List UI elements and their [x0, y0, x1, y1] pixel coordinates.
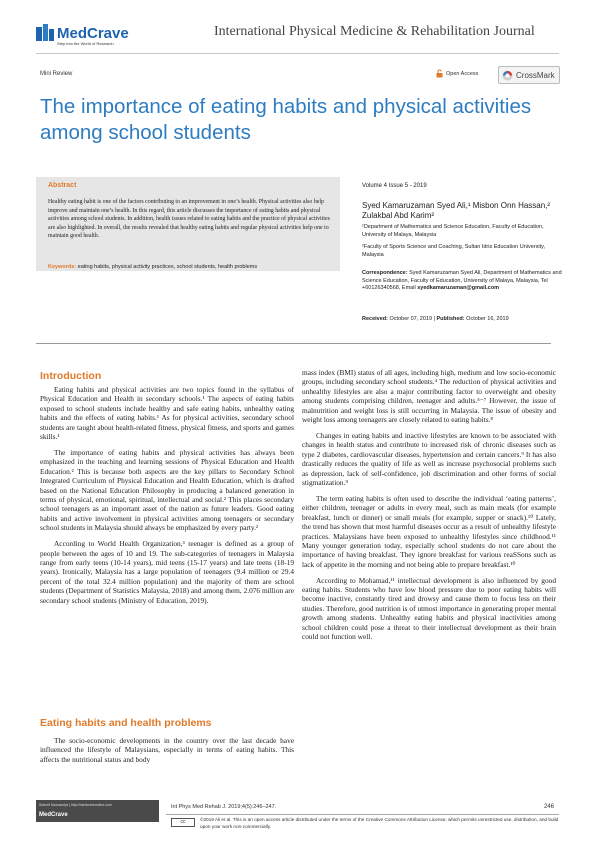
- cc-license-icon[interactable]: cc: [171, 818, 195, 827]
- footer-divider: [166, 814, 559, 815]
- authors: Syed Kamaruzaman Syed Ali,¹ Misbon Onn Hassan,² Zulakbal Abd Karim²: [362, 201, 551, 220]
- correspondence-email[interactable]: syedkamaruzaman@gmail.com: [417, 285, 499, 292]
- received-label: Received:: [362, 316, 388, 322]
- published-date: October 16, 2019: [464, 316, 509, 322]
- right-paragraph-2: The term eating habits is often used to describe the individual ‘eating patterns’, either children, teenager or adults in every meal, such as main meals (for example breakfast, lunch or dinner) or small meals (for example, supper or snack).¹⁰ Lately, the trend has shown that most harmful diseases occur as a result of unhealthy lifestyle practices. Malaysians have been exposed to unhealthy lifestyles since childhood.¹¹ Many younger generation today, especially school students do not care about the importance of having breakfast. They ignore breakfast for various reaSSons such as lack of appetite in the morning and not being able to prepare breakfast.¹⁰: [302, 493, 556, 569]
- crossmark-label: CrossMark: [516, 70, 555, 80]
- intro-paragraph-2: The importance of eating habits and physical activities has always been emphasized in the teaching and learning sessions of Physical Education and Health Education.² This is because both aspects are the key pillars to Secondary School Integrated Curriculum of Physical Education and Health Education, which is drafted based on the National Education Philosophy in producing a balanced generation in terms of physical, emotional, spiritual, intellectual and social.² This places secondary school teenagers as an important asset of the nation as future leaders. Good eating habits and active involvement in physical activities among teenagers or secondary school students in Malaysia should always be emphasized by every party.²: [40, 447, 294, 533]
- medcrave-logo[interactable]: [36, 21, 146, 51]
- correspondence: [362, 270, 562, 293]
- received-date: October 07, 2019 |: [388, 316, 437, 322]
- right-column: [302, 368, 556, 648]
- intro-paragraph-3: According to World Health Organization,³ teenager is defined as a group of people between the ages of 10 and 19. The sub-categories of teenagers in Malaysia range from early teens (10-14 years), mid teens (15-17 years) and late teens (18-19 years). Ironically, Malaysia has a large population of teenagers (9.4 million or 29.4 percent of the total 32.4 million population) and the majority of them are school students (Department of Statistics Malaysia, 2018) and among them, 2.076 million are secondary school students (Ministry of Education, 2019).: [40, 539, 294, 605]
- correspondence-text: Syed Kamaruzaman Syed Ali, Department of Mathematics and Science Education, Faculty of Education, University of Malaya, Malaysia, Tel +60126340568, Email: [362, 270, 562, 292]
- intro-paragraph-1: Eating habits and physical activities are two topics found in the syllabus of Physical Education and Health in secondary schools.¹ The aspects of eating habits exposed to school students include healthy and safe eating habits, unhealthy eating habits and the effects of eating habits.¹ As for physical activities, secondary school students are taught about health-related fitness, physical fitness, and sports and games skills.¹: [40, 385, 294, 442]
- habits-paragraph-1: The socio-economic developments in the country over the last decade have influenced the lifestyle of Malaysians, especially in terms of eating habits. This affects the nutritional status and body: [40, 736, 294, 764]
- published-label: Published:: [436, 316, 465, 322]
- crossmark-icon: [502, 70, 513, 81]
- volume-info: Volume 4 Issue 5 - 2019: [362, 183, 427, 189]
- article-title: The importance of eating habits and physical activities among school students: [40, 95, 532, 144]
- footer-citation: Int Phys Med Rehab J. 2019;4(5):246‒247.: [171, 804, 277, 810]
- affiliation-1: ¹Department of Mathematics and Science Education, Faculty of Education, University of Malaya, Malaysia: [362, 224, 544, 238]
- abstract-heading: Abstract: [48, 182, 77, 189]
- page-number: 246: [544, 804, 555, 810]
- keywords-text: eating habits, physical activity practices, school students, health problems: [76, 264, 258, 270]
- right-paragraph-1: Changes in eating habits and inactive lifestyles are known to be associated with changes in health status and contribute to increased risk of chronic diseases such as type 2 diabetes, cardiovascular diseases, hypertension and certain cancers.⁹ It has also drastically reduces the quality of life as well as increase psychosocial problems such as depression, lack of self-confidence, job discrimination and other forms of social stigmatization.⁹: [302, 430, 556, 487]
- submit-manuscript-link[interactable]: Submit Manuscript | http://medcraveonline.com: [39, 803, 112, 807]
- left-column: [40, 385, 294, 611]
- logo-tagline: Step into the World of Research: [57, 41, 114, 46]
- section-divider: [36, 343, 551, 344]
- footer-logo: MedCrave: [39, 812, 68, 818]
- crossmark-button[interactable]: [498, 66, 560, 84]
- introduction-heading: Introduction: [40, 370, 102, 382]
- logo-text: MedCrave: [57, 25, 129, 42]
- journal-title: International Physical Medicine & Rehabilitation Journal: [214, 24, 535, 39]
- right-paragraph-3: According to Mohamad,¹¹ intellectual development is also influenced by good eating habits. Students who have low blood pressure due to poor eating habits will become inactive, constantly tired and drowsy and cause them to focus less on their studies. Therefore, good nutrition is of utmost importance in generating proper mental growth among students. Unhealthy eating habits and physical inactivities among school children could pose a threat to their intellectual development as their brain could not function well.: [302, 575, 556, 642]
- keywords: [48, 264, 333, 270]
- affiliation-2: ²Faculty of Sports Science and Coaching, Sultan Idris Education University, Malaysia: [362, 244, 546, 258]
- abstract-text: Healthy eating habit is one of the factors contributing to an improvement in one’s health. Physical activities also help improve and maintain one’s health. In this regard, this article discusses the importance of eating habits and physical activities among school students. In addition, health issues related to eating habits and the practice of physical activities are also highlighted. In overall, the results revealed that healthy eating habits and regular physical activities help one to maintain good health.: [48, 199, 330, 239]
- article-type: Mini Review: [40, 71, 73, 77]
- header-divider: [36, 53, 559, 54]
- license-text: ©2019 Ali et al. This is an open access article distributed under the terms of the Creative Commons Attribution License, which permits unrestricted use, distribution, and build upon your work non-commercially.: [200, 817, 559, 829]
- open-access-badge[interactable]: [436, 69, 478, 78]
- right-paragraph-0: mass index (BMI) status of all ages, including high, medium and low socio-economic groups, including secondary school students.⁴ The reduction of physical activities and unhealthy lifestyles are also a major contributing factor to overweight and obesity among students comprising children, teenager and adults.⁵⁻⁷ However, the issue of malnutrition and weight loss is still occurring in Malaysia. The issue of obesity and weight loss among teenagers are closely related to eating habits.⁸: [302, 368, 556, 425]
- medcrave-logo-icon: [36, 21, 146, 51]
- dates: [362, 316, 562, 322]
- left-column-lower: [40, 736, 294, 771]
- open-access-label: Open Access: [446, 70, 479, 77]
- open-lock-icon: [436, 69, 443, 78]
- keywords-label: Keywords:: [48, 264, 77, 270]
- correspondence-label: Correspondence:: [362, 270, 408, 276]
- eating-habits-heading: Eating habits and health problems: [40, 717, 212, 729]
